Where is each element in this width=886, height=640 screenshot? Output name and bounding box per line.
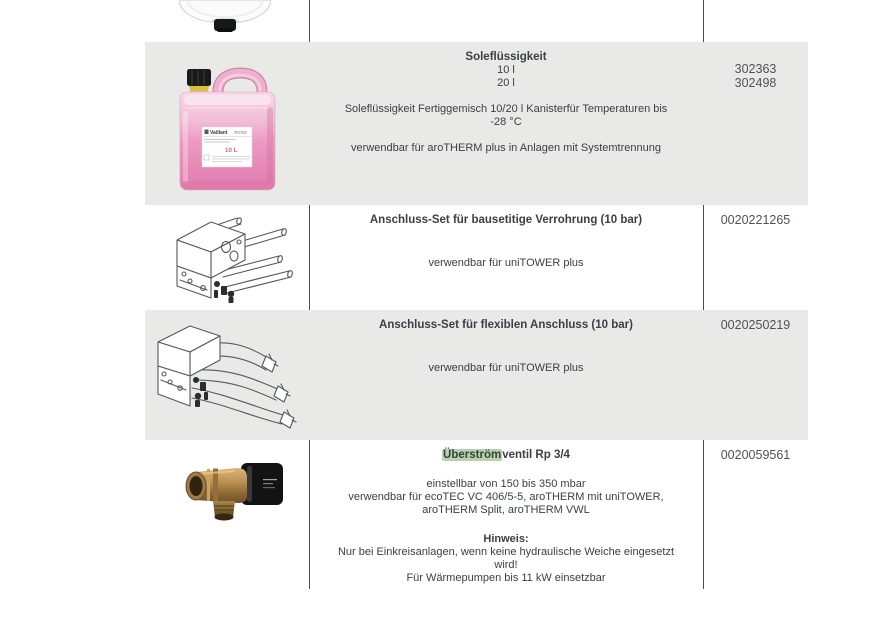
product-title: Anschluss-Set für bausetitige Verrohrung (10 bar): [369, 214, 643, 226]
note-line3: Für Wärmepumpen bis 11 kW einsetzbar: [406, 572, 606, 584]
variant-size-1: 10 l: [497, 64, 515, 76]
product-title: Soleflüssigkeit: [465, 51, 547, 63]
article-number: 302498: [734, 75, 777, 90]
product-usage-line2: aroTHERM Split, aroTHERM VWL: [422, 504, 590, 516]
product-text-cell: [309, 205, 703, 310]
connection-set-rigid-piping-drawing: [163, 214, 298, 304]
canister-brand-text: Vaillant: [210, 129, 228, 136]
product-text-cell: [309, 42, 703, 205]
article-number: 0020250219: [720, 318, 791, 332]
variant-size-2: 20 l: [497, 77, 515, 89]
article-number-cell: [703, 42, 808, 205]
product-usage: verwendbar für uniTOWER plus: [428, 362, 584, 374]
product-usage-line1: verwendbar für ecoTEC VC 406/5-5, aroTHERM mit uniTOWER,: [348, 491, 664, 503]
brine-canister-photo: [178, 65, 278, 192]
product-image-cell: [145, 42, 309, 205]
product-title: [323, 449, 689, 462]
product-title-rest: ventil Rp 3/4: [502, 449, 570, 461]
table-row-ueberstroemventil: [145, 440, 808, 589]
product-text-cell: [309, 440, 703, 589]
product-title: Anschluss-Set für flexiblen Anschluss (10 bar): [379, 319, 633, 331]
product-usage: verwendbar für uniTOWER plus: [428, 257, 584, 269]
product-image-cell: [145, 205, 309, 310]
overflow-valve-photo: [183, 453, 288, 525]
canister-size-text: 10 L: [225, 147, 238, 154]
table-row-anschluss-set-flexibel: [145, 310, 808, 440]
table-row-solefluessigkeit: [145, 42, 808, 205]
product-usage: verwendbar für aroTHERM plus in Anlagen mit Systemtrennung: [351, 142, 661, 154]
article-number-cell: [703, 205, 808, 310]
canister-label: [202, 127, 252, 167]
article-number: 0020059561: [720, 448, 791, 462]
expansion-vessel-photo-partial: [179, 0, 271, 33]
product-text-cell: [309, 310, 703, 440]
valve-fittings-detail: [214, 281, 234, 303]
article-number-cell: [703, 310, 808, 440]
note-line1: Nur bei Einkreisanlagen, wenn keine hydraulische Weiche eingesetzt: [337, 546, 675, 558]
valve-fittings-detail: [193, 377, 208, 407]
connection-set-flexible-drawing: [148, 318, 318, 432]
product-image-cell: [145, 440, 309, 589]
article-number: 0020221265: [720, 213, 791, 227]
product-description-line1: Soleflüssigkeit Fertiggemisch 10/20 l Kanisterfür Temperaturen bis: [344, 103, 668, 115]
table-row-anschluss-set-verrohrung: [145, 205, 808, 310]
search-highlight: Überström: [443, 449, 502, 461]
canister-article-text: 302363: [234, 130, 247, 135]
product-spec: einstellbar von 150 bis 350 mbar: [426, 478, 586, 490]
product-description-line2: -28 °C: [490, 116, 522, 128]
article-number: 302363: [734, 62, 777, 76]
note-line2: wird!: [494, 559, 518, 571]
article-number-cell: [703, 440, 808, 589]
note-label: Hinweis:: [483, 533, 529, 545]
product-image-cell: [145, 310, 309, 440]
